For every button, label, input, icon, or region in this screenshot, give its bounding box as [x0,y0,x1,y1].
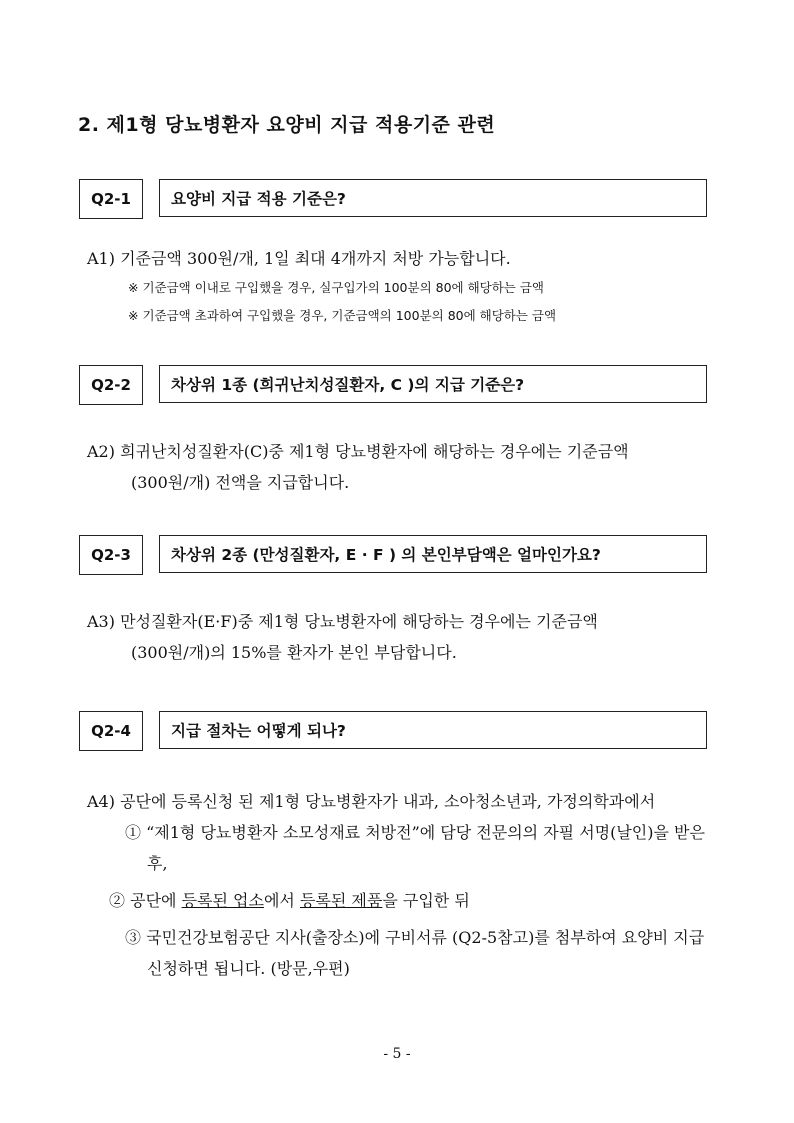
answer-a4 [87,786,722,984]
question-text: 지급 절차는 어떻게 되나? [159,711,707,749]
answer-line: (300원/개) 전액을 지급합니다. [131,473,350,492]
registered-product: 등록된 제품 [299,891,383,910]
step-text: 에서 [263,891,300,910]
step-number: ② [109,891,126,910]
answer-a1: A1) 기준금액 300원/개, 1일 최대 4개까지 처방 가능합니다. [87,249,511,268]
procedure-step-2 [109,885,722,916]
answer-line: A2) 희귀난치성질환자(C)중 제1형 당뇨병환자에 해당하는 경우에는 기준금액 [87,442,629,461]
note-1: ※ 기준금액 이내로 구입했을 경우, 실구입가의 100분의 80에 해당하는 금액 [128,280,544,295]
step-text: 공단에 [130,891,182,910]
answer-intro: A4) 공단에 등록신청 된 제1형 당뇨병환자가 내과, 소아청소년과, 가정의학과에서 [87,792,656,811]
answer-line: A3) 만성질환자(E·F)중 제1형 당뇨병환자에 해당하는 경우에는 기준금액 [87,612,598,631]
question-text: 요양비 지급 적용 기준은? [159,179,707,217]
step-text: “제1형 당뇨병환자 소모성재료 처방전”에 담당 전문의의 자필 서명(날인)을 받은 후, [146,823,705,873]
procedure-step-1 [109,817,722,879]
answer-a2 [87,436,722,498]
step-number: ① [125,823,142,842]
registered-shop: 등록된 업소 [181,891,264,910]
question-number: Q2-4 [79,711,143,751]
procedure-step-3 [109,922,722,984]
answer-line: (300원/개)의 15%를 환자가 본인 부담합니다. [131,643,457,662]
question-number: Q2-3 [79,535,143,575]
step-text: 국민건강보험공단 지사(출장소)에 구비서류 (Q2-5참고)를 첨부하여 요양비 지급 신청하면 됩니다. (방문,우편) [146,928,705,978]
page-number: - 5 - [383,1046,411,1062]
step-text: 을 구입한 뒤 [382,891,470,910]
section-heading: 2. 제1형 당뇨병환자 요양비 지급 적용기준 관련 [78,114,496,136]
question-text: 차상위 2종 (만성질환자, E · F ) 의 본인부담액은 얼마인가요? [159,535,707,573]
question-number: Q2-2 [79,365,143,405]
step-number: ③ [125,928,142,947]
answer-a3 [87,606,722,668]
question-number: Q2-1 [79,179,143,219]
note-2: ※ 기준금액 초과하여 구입했을 경우, 기준금액의 100분의 80에 해당하는 금액 [128,308,557,323]
question-text: 차상위 1종 (희귀난치성질환자, C )의 지급 기준은? [159,365,707,403]
